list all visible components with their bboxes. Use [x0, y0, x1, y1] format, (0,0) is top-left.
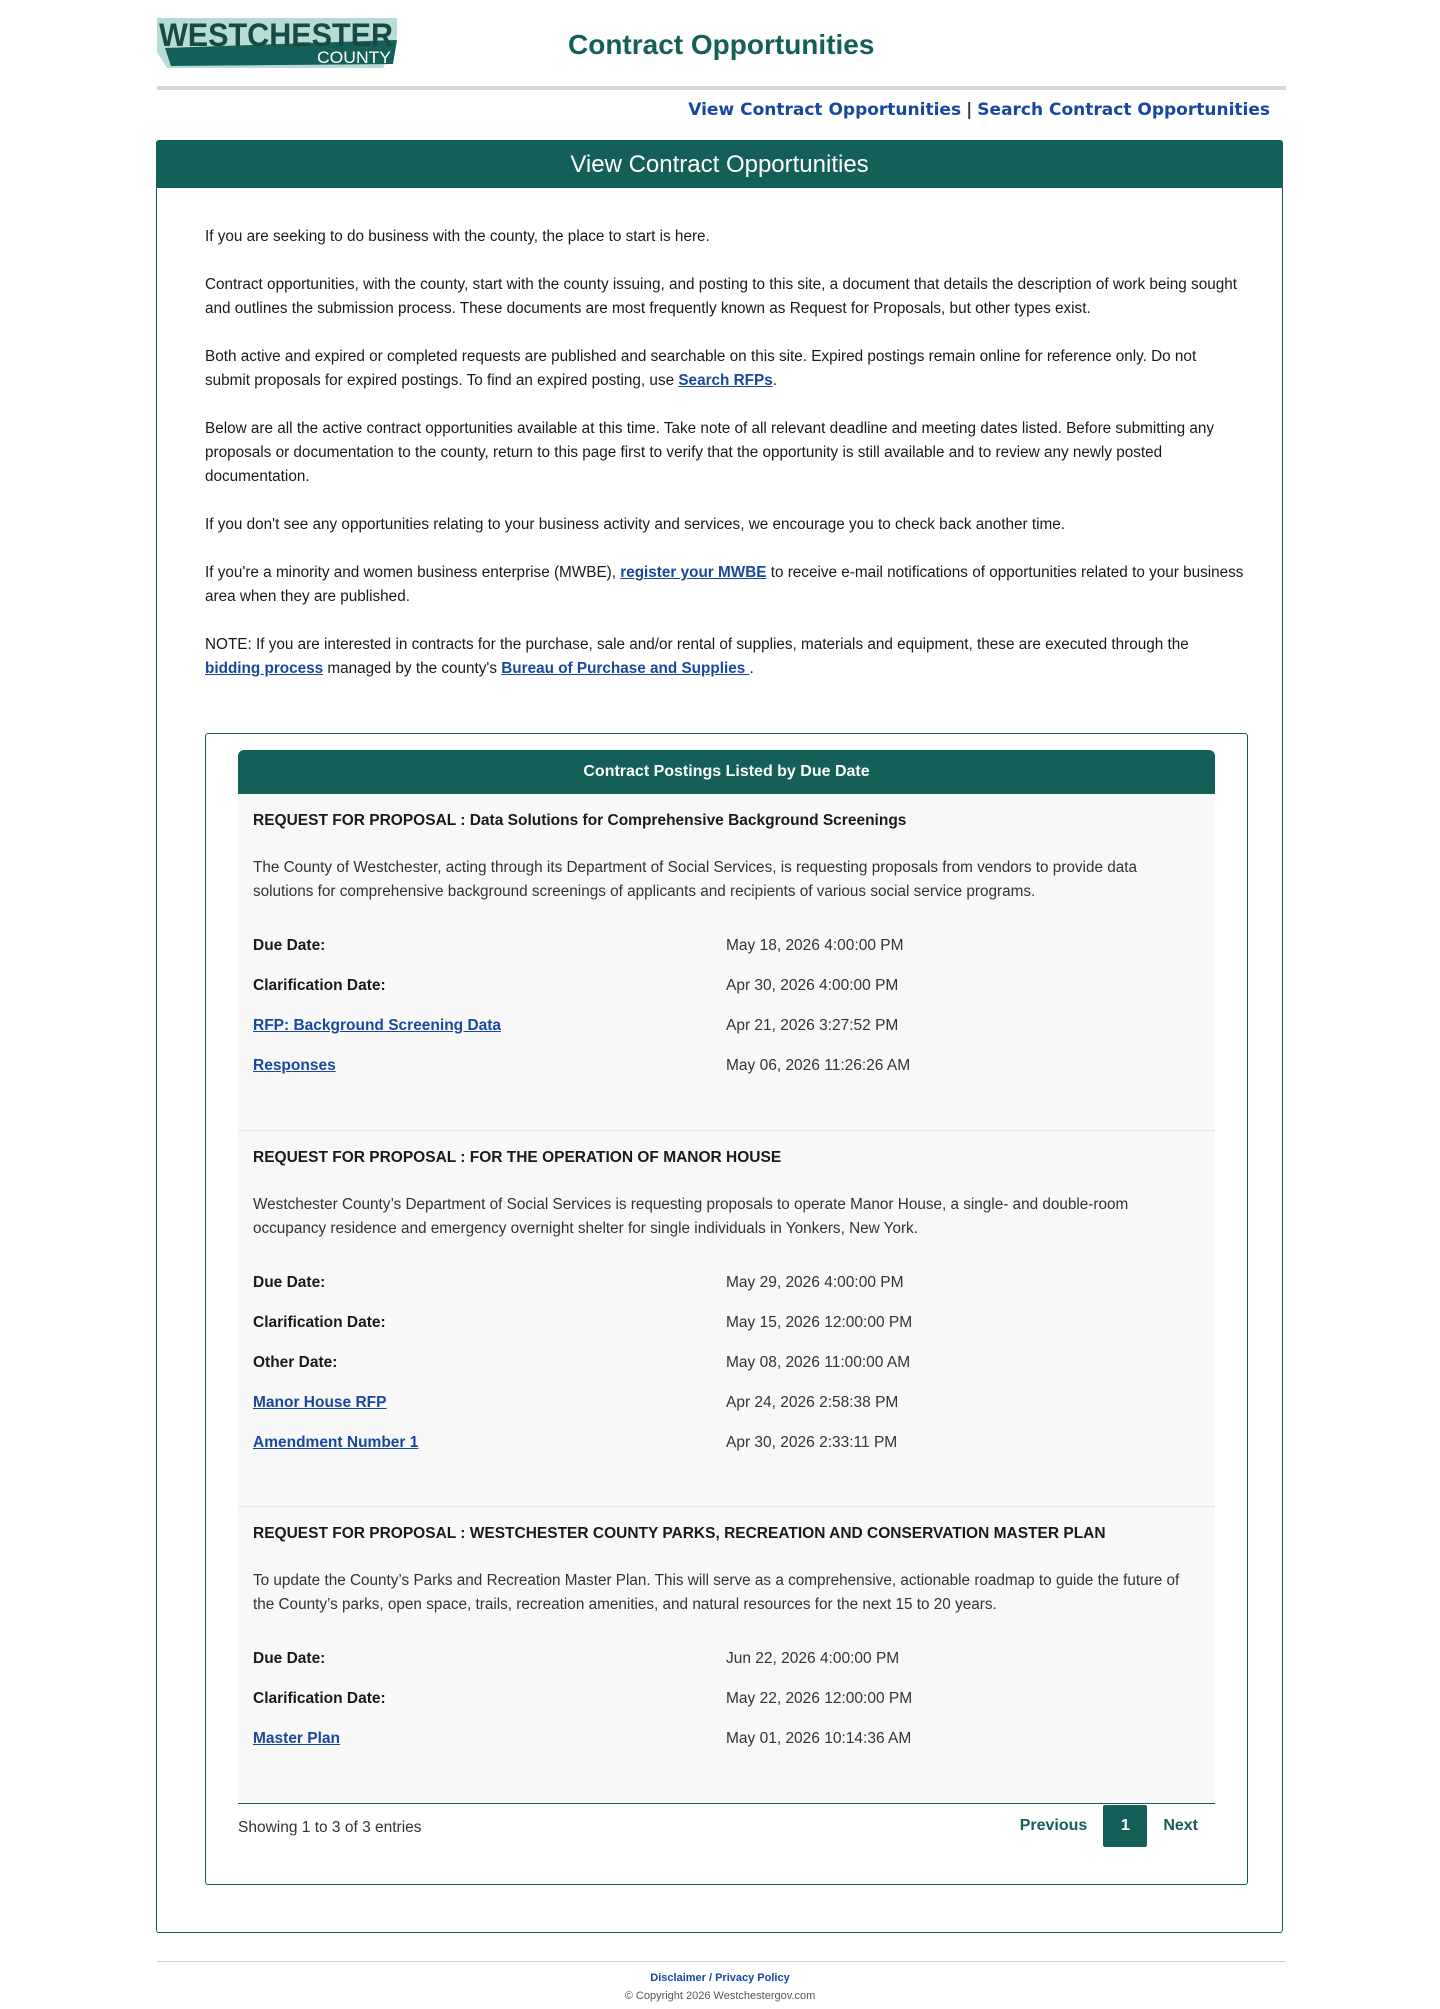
text: NOTE: If you are interested in contracts for the purchase, sale and/or rental of supplies, materials and equipment, these are executed through the [205, 636, 1189, 653]
posting-description: Westchester County’s Department of Social Services is requesting proposals to operate Manor House, a single- and double-room occupancy residence and emergency overnight shelter for single individuals in Yonkers, New York. [253, 1196, 1129, 1237]
clarification-date-value: Apr 30, 2026 4:00:00 PM [726, 977, 899, 994]
clarification-date-label: Clarification Date: [253, 1314, 386, 1331]
posting-title: REQUEST FOR PROPOSAL : Data Solutions for Comprehensive Background Screenings [253, 812, 907, 829]
text: If you're a minority and women business enterprise (MWBE), [205, 564, 621, 581]
document-row [253, 1057, 336, 1075]
text: to receive e-mail notifications of opportunities related to your business area when they are published. [205, 564, 1244, 605]
document-link[interactable]: Amendment Number 1 [253, 1434, 419, 1451]
posting-description: To update the County’s Parks and Recreation Master Plan. This will serve as a comprehensive, actionable roadmap to guide the future of the County’s parks, open space, trails, recreation amenities, and natural resources for the next 15 to 20 years. [253, 1572, 1180, 1613]
intro-paragraph [205, 633, 1245, 681]
westchester-county-logo[interactable] [157, 18, 397, 68]
text: . [772, 372, 777, 389]
postings-header: Contract Postings Listed by Due Date [238, 750, 1215, 794]
footer-divider [157, 1961, 1286, 1962]
document-link[interactable]: Manor House RFP [253, 1394, 387, 1411]
clarification-date-value: May 22, 2026 12:00:00 PM [726, 1690, 913, 1707]
top-nav [688, 100, 1270, 120]
intro-paragraph [205, 561, 1245, 609]
postings-divider [238, 1803, 1215, 1804]
postings-container [205, 733, 1248, 1885]
document-date: Apr 21, 2026 3:27:52 PM [726, 1017, 899, 1034]
due-date-label: Due Date: [253, 937, 326, 954]
view-opportunities-link[interactable]: View Contract Opportunities [688, 100, 962, 120]
text: Both active and expired or completed requests are published and searchable on this site. Expired postings remain online for reference only. Do not submit proposals for expired postings. To find an expired posting, use [205, 348, 1197, 389]
disclaimer-privacy-link[interactable]: Disclaimer / Privacy Policy [650, 1972, 790, 1984]
due-date-value: Jun 22, 2026 4:00:00 PM [726, 1650, 900, 1667]
intro-paragraph: If you don't see any opportunities relating to your business activity and services, we encourage you to check back another time. [205, 516, 1066, 533]
document-row [253, 1394, 386, 1412]
intro-paragraph: If you are seeking to do business with the county, the place to start is here. [205, 228, 710, 245]
bureau-purchase-link[interactable]: Bureau of Purchase and Supplies [501, 660, 750, 677]
footer-links [0, 1972, 1440, 1984]
logo-subtext: COUNTY [317, 48, 391, 67]
document-link[interactable]: RFP: Background Screening Data [253, 1017, 502, 1034]
nav-separator: | [966, 100, 973, 120]
document-date: Apr 24, 2026 2:58:38 PM [726, 1394, 899, 1411]
other-date-label: Other Date: [253, 1354, 338, 1371]
posting-item [238, 1131, 1215, 1507]
entries-info: Showing 1 to 3 of 3 entries [238, 1819, 422, 1836]
main-panel [156, 140, 1283, 1933]
clarification-date-value: May 15, 2026 12:00:00 PM [726, 1314, 913, 1331]
document-row [253, 1017, 501, 1035]
other-date-value: May 08, 2026 11:00:00 AM [726, 1354, 911, 1371]
page-1-button[interactable]: 1 [1103, 1805, 1147, 1847]
document-link[interactable]: Responses [253, 1057, 336, 1074]
panel-title: View Contract Opportunities [157, 141, 1282, 188]
intro-paragraph: Below are all the active contract opportunities available at this time. Take note of all relevant deadline and meeting dates listed. Before submitting any proposals or documentation to the county, return to this page first to verify that the opportunity is still available and to review any newly posted documentation. [205, 420, 1215, 485]
document-row [253, 1730, 340, 1748]
copyright: © Copyright 2026 Westchestergov.com [624, 1990, 816, 2002]
text: . [749, 660, 754, 677]
site-title: Contract Opportunities [568, 29, 875, 60]
bidding-process-link[interactable]: bidding process [205, 660, 324, 677]
document-date: May 01, 2026 10:14:36 AM [726, 1730, 912, 1747]
previous-button[interactable]: Previous [1019, 1817, 1088, 1834]
register-mwbe-link[interactable]: register your MWBE [620, 564, 767, 581]
due-date-value: May 18, 2026 4:00:00 PM [726, 937, 904, 954]
clarification-date-label: Clarification Date: [253, 977, 386, 994]
due-date-value: May 29, 2026 4:00:00 PM [726, 1274, 904, 1291]
document-date: May 06, 2026 11:26:26 AM [726, 1057, 911, 1074]
intro-paragraph [205, 345, 1245, 393]
next-button[interactable]: Next [1163, 1817, 1198, 1834]
document-date: Apr 30, 2026 2:33:11 PM [726, 1434, 898, 1451]
posting-item [238, 1507, 1215, 1804]
text: managed by the county's [323, 660, 502, 677]
search-opportunities-link[interactable]: Search Contract Opportunities [977, 100, 1270, 120]
search-rfps-link[interactable]: Search RFPs [678, 372, 773, 389]
intro-text [205, 225, 1245, 705]
site-header [157, 15, 1286, 90]
clarification-date-label: Clarification Date: [253, 1690, 386, 1707]
due-date-label: Due Date: [253, 1650, 326, 1667]
document-link[interactable]: Master Plan [253, 1730, 341, 1747]
posting-title: REQUEST FOR PROPOSAL : FOR THE OPERATION OF MANOR HOUSE [253, 1149, 782, 1166]
posting-description: The County of Westchester, acting through its Department of Social Services, is requesting proposals from vendors to provide data solutions for comprehensive background screenings of applicants and recipients of various social service programs. [253, 859, 1137, 900]
pagination [1004, 1805, 1214, 1847]
intro-paragraph: Contract opportunities, with the county, start with the county issuing, and posting to this site, a document that details the description of work being sought and outlines the submission process. These documents are most frequently known as Request for Proposals, but other types exist. [205, 276, 1237, 317]
due-date-label: Due Date: [253, 1274, 326, 1291]
logo-text: WESTCHESTER [159, 18, 393, 53]
posting-title: REQUEST FOR PROPOSAL : WESTCHESTER COUNTY PARKS, RECREATION AND CONSERVATION MASTER PLAN [253, 1525, 1106, 1542]
posting-item [238, 794, 1215, 1131]
document-row [253, 1434, 418, 1452]
